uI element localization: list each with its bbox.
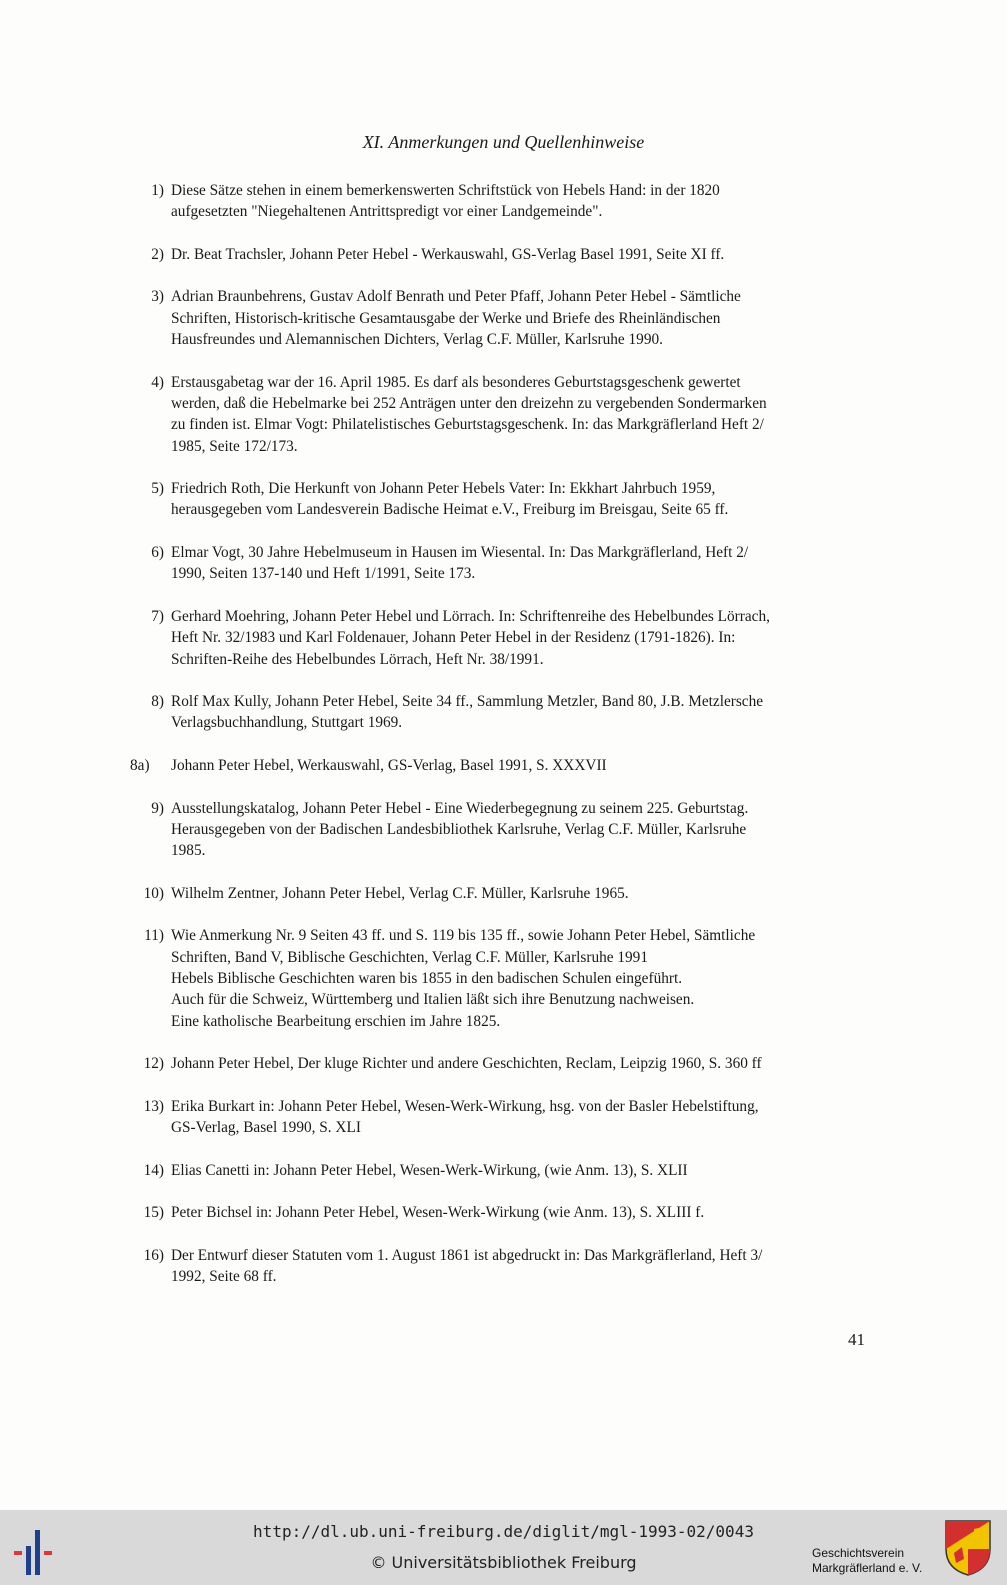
note-number: 7) (151, 607, 164, 625)
coat-of-arms-icon (944, 1519, 992, 1577)
note-number: 11) (144, 927, 164, 945)
society-line-1: Geschichtsverein (812, 1546, 905, 1560)
note-text: Elias Canetti in: Johann Peter Hebel, Wesen-Werk-Wirkung, (wie Anm. 13), S. XLII (171, 1161, 688, 1179)
note-item (130, 478, 875, 521)
note-number: 8a) (130, 757, 150, 775)
note-number: 10) (143, 884, 164, 902)
note-item (130, 1245, 875, 1288)
note-number: 6) (151, 544, 164, 562)
society-line-2: Markgräflerland e. V. (812, 1561, 923, 1575)
note-item (130, 755, 875, 776)
note-text: Elmar Vogt, 30 Jahre Hebelmuseum in Hausen im Wiesental. In: Das Markgräflerland, Heft 2/ 1990, Seiten 137-140 und Heft 1/1991, Seite 173. (171, 544, 749, 583)
note-number: 12) (143, 1055, 164, 1073)
note-item (130, 691, 875, 734)
note-text: Peter Bichsel in: Johann Peter Hebel, Wesen-Werk-Wirkung (wie Anm. 13), S. XLIII f. (171, 1204, 705, 1222)
note-number: 1) (151, 182, 164, 199)
note-item (130, 286, 875, 350)
note-text: Gerhard Moehring, Johann Peter Hebel und Lörrach. In: Schriftenreihe des Hebelbundes Lörrach, Heft Nr. 32/1983 und Karl Foldenauer, Johann Peter Hebel in der Residenz (1791-1826). In: Schriften-Reihe des Hebelbundes Lörrach, Heft Nr. 38/1991. (171, 607, 770, 668)
note-text: Johann Peter Hebel, Werkauswahl, GS-Verlag, Basel 1991, S. XXXVII (171, 757, 607, 775)
note-text: Erstausgabetag war der 16. April 1985. Es darf als besonderes Geburtstagsgeschenk gewertet werden, daß die Hebelmarke bei 252 Anträgen unter den dreizehn zu vergebenden Sondermarken zu finden ist. Elmar Vogt: Philatelistisches Geburtstagsgeschenk. In: das Markgräflerland Heft 2/ 1985, Seite 172/173. (171, 373, 767, 455)
note-item (130, 1202, 875, 1223)
note-text: Der Entwurf dieser Statuten vom 1. August 1861 ist abgedruckt in: Das Markgräflerland, Heft 3/ 1992, Seite 68 ff. (171, 1246, 763, 1286)
note-number: 15) (143, 1204, 164, 1222)
note-text: Friedrich Roth, Die Herkunft von Johann Peter Hebels Vater: In: Ekkhart Jahrbuch 1959, herausgegeben vom Landesverein Badische Heimat e.V., Freiburg im Breisgau, Seite 65 ff. (171, 480, 729, 519)
note-number: 8) (151, 693, 164, 711)
note-text: Rolf Max Kully, Johann Peter Hebel, Seite 34 ff., Sammlung Metzler, Band 80, J.B. Metzlersche Verlagsbuchhandlung, Stuttgart 1969. (171, 693, 764, 732)
note-item (130, 180, 875, 223)
note-item (130, 244, 875, 265)
note-text: Dr. Beat Trachsler, Johann Peter Hebel - Werkauswahl, GS-Verlag Basel 1991, Seite XI ff. (171, 245, 725, 263)
note-item (130, 1160, 875, 1181)
note-text: Johann Peter Hebel, Der kluge Richter und andere Geschichten, Reclam, Leipzig 1960, S. 360 ff (171, 1055, 762, 1073)
note-item (130, 606, 875, 670)
note-item (130, 1053, 875, 1074)
note-item (130, 372, 875, 457)
page-title: XI. Anmerkungen und Quellenhinweise (362, 132, 645, 152)
note-text: Wilhelm Zentner, Johann Peter Hebel, Verlag C.F. Müller, Karlsruhe 1965. (171, 884, 629, 902)
note-number: 14) (143, 1161, 164, 1179)
note-text: Adrian Braunbehrens, Gustav Adolf Benrath und Peter Pfaff, Johann Peter Hebel - Sämtliche Schriften, Historisch-kritische Gesamtausgabe der Werke und Briefe des Rheinländischen Hausfreundes und Alemannischen Dichters, Verlag C.F. Müller, Karlsruhe 1990. (171, 288, 741, 349)
notes-list (130, 180, 875, 1287)
note-number: 9) (151, 799, 164, 817)
note-item (130, 798, 875, 862)
note-item (130, 925, 875, 1031)
note-item (130, 1096, 875, 1139)
note-text: Diese Sätze stehen in einem bemerkenswerten Schriftstück von Hebels Hand: in der 1820 aufgesetzten "Niegehaltenen Antrittspredigt vor einer Landgemeinde". (171, 182, 720, 221)
note-number: 16) (143, 1246, 164, 1264)
note-text: Erika Burkart in: Johann Peter Hebel, Wesen-Werk-Wirkung, hsg. von der Basler Hebelstiftung, GS-Verlag, Basel 1990, S. XLI (171, 1097, 759, 1137)
note-number: 2) (151, 245, 164, 263)
note-number: 13) (143, 1097, 164, 1115)
note-text: Wie Anmerkung Nr. 9 Seiten 43 ff. und S. 119 bis 135 ff., sowie Johann Peter Hebel, Sämtliche Schriften, Band V, Biblische Geschichten, Verlag C.F. Müller, Karlsruhe 1991 Hebels Biblische Geschichten waren bis 1855 in den badischen Schulen eingeführt. Auch für die Schweiz, Württemberg und Italien läßt sich ihre Benutzung nachweisen. Eine katholische Bearbeitung erschien im Jahre 1825. (171, 927, 756, 1030)
source-url-link[interactable]: http://dl.ub.uni-freiburg.de/diglit/mgl-1993-02/0043 (253, 1522, 754, 1541)
page-number: 41 (848, 1330, 865, 1349)
society-name (812, 1546, 922, 1576)
note-item (130, 542, 875, 585)
copyright-text: © Universitätsbibliothek Freiburg (370, 1553, 637, 1572)
note-number: 5) (151, 480, 164, 498)
note-number: 3) (151, 288, 164, 306)
note-text: Ausstellungskatalog, Johann Peter Hebel - Eine Wiederbegegnung zu seinem 225. Geburtstag. Herausgegeben von der Badischen Landesbibliothek Karlsruhe, Verlag C.F. Müller, Karlsruhe 1985. (171, 799, 749, 860)
note-number: 4) (151, 373, 164, 391)
note-item (130, 883, 875, 904)
